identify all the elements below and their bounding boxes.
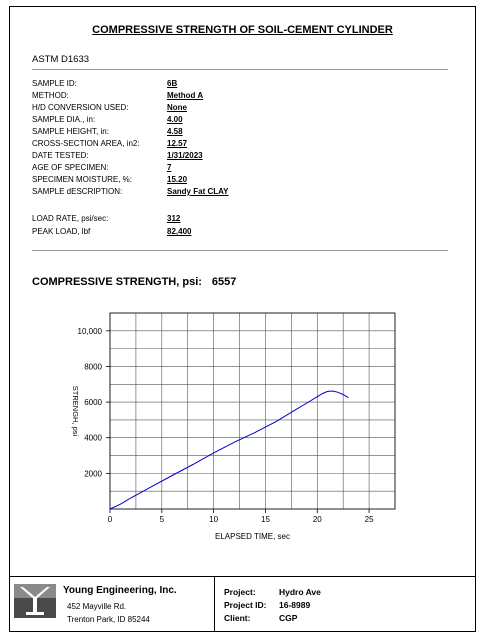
project-id-row bbox=[224, 600, 311, 610]
field-value: 12.57 bbox=[167, 139, 188, 148]
project-label: Project: bbox=[224, 587, 256, 597]
company-logo bbox=[14, 584, 56, 618]
x-tick-label: 20 bbox=[312, 515, 322, 524]
compressive-strength-result bbox=[32, 276, 236, 288]
field-value: 4.58 bbox=[167, 127, 183, 136]
x-tick-label: 25 bbox=[364, 515, 374, 524]
y-tick-label: 2000 bbox=[84, 469, 102, 479]
field-value: 82,400 bbox=[167, 227, 192, 236]
divider bbox=[32, 250, 448, 251]
project-id-label: Project ID: bbox=[224, 600, 267, 610]
client-label: Client: bbox=[224, 613, 251, 623]
project-row bbox=[224, 587, 321, 597]
field-value: 6B bbox=[167, 79, 178, 88]
y-tick-label: 8000 bbox=[84, 362, 102, 372]
x-tick-label: 15 bbox=[261, 515, 270, 524]
y-tick-label: 6000 bbox=[84, 398, 102, 408]
y-tick-label: 10,000 bbox=[77, 326, 102, 336]
field-value: 7 bbox=[167, 163, 172, 172]
field-label: DATE TESTED: bbox=[32, 151, 89, 160]
footer bbox=[10, 576, 475, 631]
x-tick-label: 5 bbox=[159, 515, 165, 524]
field-value: None bbox=[167, 103, 187, 112]
field-label: SAMPLE HEIGHT, in: bbox=[32, 127, 109, 136]
field-label: PEAK LOAD, lbf bbox=[32, 227, 91, 236]
field-label: AGE OF SPECIMEN: bbox=[32, 163, 109, 172]
field-label: SAMPLE DIA., in: bbox=[32, 115, 96, 124]
client-row bbox=[224, 613, 298, 623]
field-value: Method A bbox=[167, 91, 204, 100]
project-value: Hydro Ave bbox=[279, 587, 321, 597]
field-label: SAMPLE dESCRIPTION: bbox=[32, 187, 123, 196]
field-label: H/D CONVERSION USED: bbox=[32, 103, 129, 112]
plot-frame bbox=[110, 313, 395, 509]
project-id-value: 16-8989 bbox=[279, 600, 311, 610]
field-label: SPECIMEN MOISTURE, %: bbox=[32, 175, 133, 184]
report-title: COMPRESSIVE STRENGTH OF SOIL-CEMENT CYLINDER bbox=[92, 24, 393, 36]
field-value: 15.20 bbox=[167, 175, 188, 184]
field-label: METHOD: bbox=[32, 91, 69, 100]
report-page bbox=[9, 6, 476, 632]
x-tick-label: 0 bbox=[107, 515, 113, 524]
field-value: 1/31/2023 bbox=[167, 151, 203, 160]
field-label: CROSS-SECTION AREA, in2: bbox=[32, 139, 140, 148]
field-label: LOAD RATE, psi/sec: bbox=[32, 214, 109, 223]
field-label: SAMPLE ID: bbox=[32, 79, 77, 88]
client-value: CGP bbox=[279, 613, 298, 623]
field-value: Sandy Fat CLAY bbox=[167, 187, 229, 196]
x-axis-title: ELAPSED TIME, sec bbox=[215, 532, 290, 541]
company-name: Young Engineering, Inc. bbox=[63, 585, 177, 596]
result-label: COMPRESSIVE STRENGTH, psi: bbox=[32, 276, 202, 288]
footer-divider bbox=[214, 577, 215, 631]
y-tick-label: 4000 bbox=[84, 433, 102, 443]
company-address-line2: Trenton Park, ID 85244 bbox=[67, 615, 150, 624]
result-value: 6557 bbox=[211, 276, 237, 288]
y-axis-title: STRENGH, psi bbox=[71, 385, 80, 437]
strength-chart bbox=[50, 305, 410, 547]
divider bbox=[32, 69, 448, 70]
company-address-line1: 452 Mayville Rd. bbox=[67, 602, 127, 611]
field-value: 312 bbox=[167, 214, 181, 223]
astm-standard: ASTM D1633 bbox=[32, 54, 90, 65]
x-tick-label: 10 bbox=[209, 515, 219, 524]
field-value: 4.00 bbox=[167, 115, 183, 124]
